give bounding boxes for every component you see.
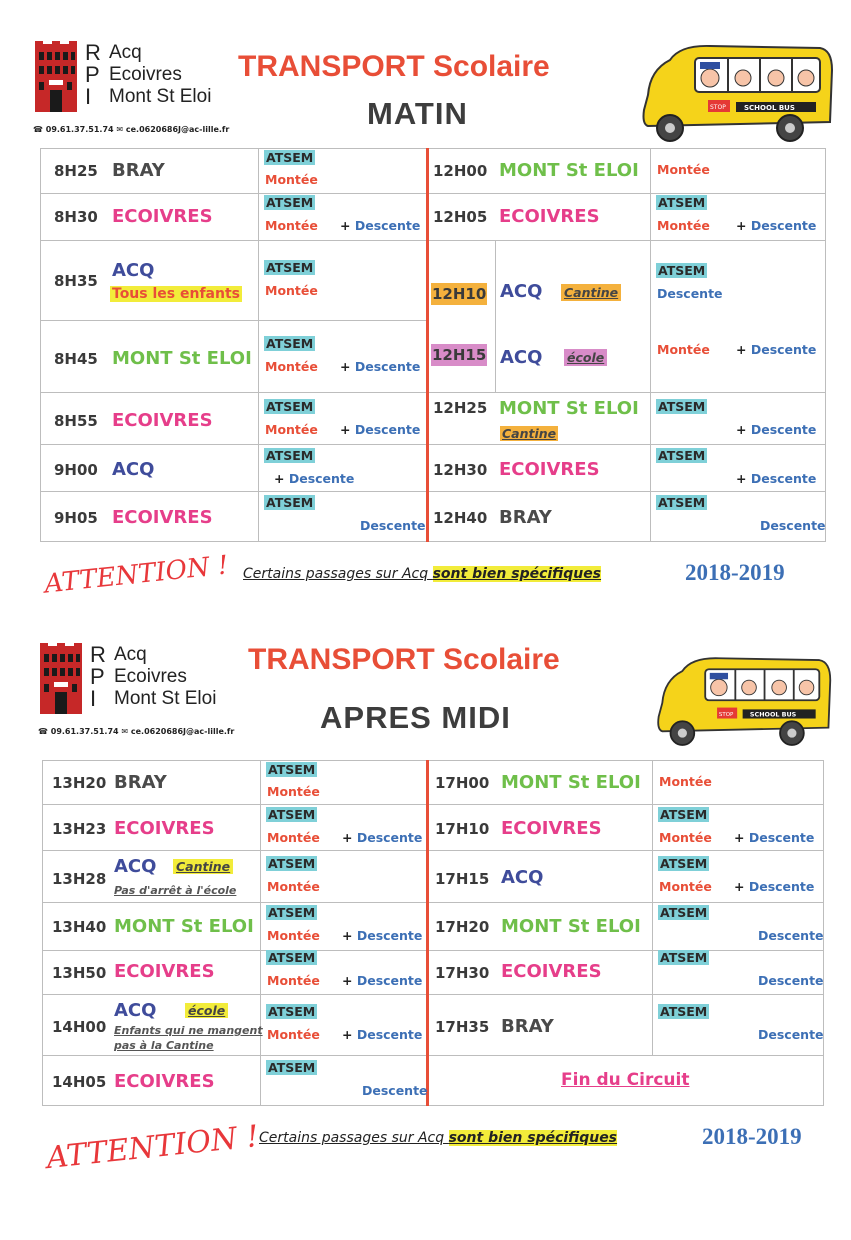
contact-line <box>33 125 229 134</box>
montee-label: Montée <box>265 359 318 374</box>
place-mont-st-eloi: MONT St ELOI <box>499 398 639 419</box>
descente-label: Descente <box>760 518 826 533</box>
place-ecoivres: ECOIVRES <box>501 818 602 839</box>
plus-sign: + <box>736 342 747 357</box>
atsem-label: ATSEM <box>660 856 708 871</box>
atsem-label: ATSEM <box>658 263 706 278</box>
rpi-logo <box>38 642 238 742</box>
descente-text: Descente <box>750 471 817 486</box>
ecole-note: école <box>564 349 607 366</box>
place-bray: BRAY <box>501 1016 554 1037</box>
montee-label: Montée <box>265 172 318 187</box>
place-acq: ACQ <box>501 867 544 888</box>
place-bray: BRAY <box>499 507 552 528</box>
descente-label <box>736 471 816 486</box>
plus-sign: + <box>736 422 747 437</box>
descente-label <box>274 471 354 486</box>
certains-passages-note <box>243 566 601 582</box>
enfants-note-line2: pas à la Cantine <box>114 1039 214 1052</box>
tous-les-enfants-note: Tous les enfants <box>112 286 240 302</box>
phone-icon: ☎ <box>33 125 46 134</box>
atsem-label: ATSEM <box>660 905 708 920</box>
logo-letter-i: I <box>90 686 97 711</box>
montee-label: Montée <box>267 830 320 845</box>
descente-label: Descente <box>758 1027 824 1042</box>
descente-text: Descente <box>356 928 423 943</box>
atsem-label: ATSEM <box>660 807 708 822</box>
bus-school-sign: SCHOOL BUS <box>744 104 795 112</box>
school-building-icon <box>38 642 84 717</box>
descente-label <box>342 830 422 845</box>
logo-letter-r: R <box>85 40 101 65</box>
atsem-label: ATSEM <box>266 495 314 510</box>
afternoon-table <box>42 760 824 1106</box>
atsem-label: ATSEM <box>268 1060 316 1075</box>
descente-text: Descente <box>288 471 355 486</box>
plus-sign: + <box>340 422 351 437</box>
plus-sign: + <box>734 879 745 894</box>
atsem-label: ATSEM <box>268 950 316 965</box>
descente-label: Descente <box>758 973 824 988</box>
rpi-logo <box>33 40 233 140</box>
plus-sign: + <box>736 471 747 486</box>
place-bray: BRAY <box>114 772 167 793</box>
atsem-label: ATSEM <box>658 399 706 414</box>
place-mont-st-eloi: MONT St ELOI <box>499 160 639 181</box>
montee-label: Montée <box>265 283 318 298</box>
descente-label <box>736 422 816 437</box>
logo-name-ecoivres: Ecoivres <box>114 666 187 687</box>
place-acq: ACQ <box>500 347 543 368</box>
place-bray: BRAY <box>112 160 165 181</box>
montee-label: Montée <box>267 928 320 943</box>
school-bus-icon <box>655 648 833 758</box>
logo-letter-i: I <box>85 84 92 109</box>
atsem-label: ATSEM <box>660 950 708 965</box>
descente-text: Descente <box>748 830 815 845</box>
time-cell: 17H30 <box>435 964 490 982</box>
school-year: 2018-2019 <box>685 560 785 585</box>
cantine-note: Cantine <box>502 426 557 441</box>
descente-text: Descente <box>354 422 421 437</box>
time-cell: 17H10 <box>435 820 490 838</box>
morning-title: TRANSPORT Scolaire <box>238 50 550 83</box>
email: ce.0620686J@ac-lille.fr <box>125 125 230 134</box>
descente-label: Descente <box>360 518 426 533</box>
atsem-label: ATSEM <box>658 195 706 210</box>
pas-arret-note: Pas d'arrêt à l'école <box>114 884 237 897</box>
time-cell: 12H40 <box>433 509 488 527</box>
contact-line <box>38 727 234 736</box>
montee-label: Montée <box>267 973 320 988</box>
logo-letter-r: R <box>90 642 106 667</box>
certains-passages-note <box>259 1130 617 1146</box>
place-ecoivres: ECOIVRES <box>501 961 602 982</box>
atsem-label: ATSEM <box>268 762 316 777</box>
descente-label: Descente <box>657 286 723 301</box>
descente-text: Descente <box>750 422 817 437</box>
montee-label: Montée <box>267 1027 320 1042</box>
descente-label <box>340 422 420 437</box>
logo-letter-p: P <box>90 664 105 689</box>
mail-icon: ✉ <box>121 727 131 736</box>
place-mont-st-eloi: MONT St ELOI <box>501 916 641 937</box>
plus-sign: + <box>342 830 353 845</box>
time-cell: 12H05 <box>433 208 488 226</box>
atsem-label: ATSEM <box>658 448 706 463</box>
descente-text: Descente <box>750 342 817 357</box>
descente-text: Descente <box>354 359 421 374</box>
certains-prefix: Certains passages sur Acq <box>243 566 433 582</box>
logo-name-mont: Mont St Eloi <box>114 688 217 709</box>
place-acq: ACQ <box>112 459 155 480</box>
time-cell: 17H00 <box>435 774 490 792</box>
atsem-label: ATSEM <box>268 856 316 871</box>
school-bus-icon <box>640 40 835 150</box>
time-cell: 9H05 <box>54 509 98 527</box>
plus-sign: + <box>342 1027 353 1042</box>
montee-label: Montée <box>659 879 712 894</box>
time-cell: 12H25 <box>433 399 488 417</box>
certains-prefix: Certains passages sur Acq <box>259 1130 449 1146</box>
cantine-note: Cantine <box>173 859 233 874</box>
place-acq: ACQ <box>112 260 155 281</box>
school-building-icon <box>33 40 79 115</box>
descente-label <box>342 973 422 988</box>
time-cell: 9H00 <box>54 461 98 479</box>
attention-note: ATTENTION ! <box>42 550 230 600</box>
montee-label: Montée <box>657 218 710 233</box>
time-cell: 8H30 <box>54 208 98 226</box>
logo-letter-p: P <box>85 62 100 87</box>
montee-label: Montée <box>657 342 710 357</box>
time-cell: 12H10 <box>432 285 487 303</box>
cantine-note: Cantine <box>561 284 621 301</box>
montee-label: Montée <box>659 830 712 845</box>
place-ecoivres: ECOIVRES <box>499 459 600 480</box>
atsem-label: ATSEM <box>268 807 316 822</box>
montee-label: Montée <box>265 218 318 233</box>
plus-sign: + <box>340 218 351 233</box>
morning-subtitle: MATIN <box>367 96 468 131</box>
mail-icon: ✉ <box>116 125 126 134</box>
montee-label: Montée <box>267 784 320 799</box>
descente-label <box>736 218 816 233</box>
logo-name-acq: Acq <box>109 42 142 63</box>
time-cell: 13H50 <box>52 964 107 982</box>
descente-label <box>340 218 420 233</box>
atsem-label: ATSEM <box>268 1004 316 1019</box>
time-cell: 13H28 <box>52 870 107 888</box>
place-ecoivres: ECOIVRES <box>114 818 215 839</box>
time-cell: 17H15 <box>435 870 490 888</box>
place-ecoivres: ECOIVRES <box>112 507 213 528</box>
atsem-label: ATSEM <box>268 905 316 920</box>
descente-text: Descente <box>356 973 423 988</box>
time-cell: 8H55 <box>54 412 98 430</box>
time-cell: 14H05 <box>52 1073 107 1091</box>
phone: 09.61.37.51.74 <box>45 125 114 134</box>
descente-text: Descente <box>748 879 815 894</box>
time-cell: 8H35 <box>54 272 98 290</box>
place-acq: ACQ <box>114 856 157 877</box>
atsem-label: ATSEM <box>266 399 314 414</box>
bus-stop-sign: STOP <box>710 104 726 111</box>
place-ecoivres: ECOIVRES <box>114 1071 215 1092</box>
time-cell: 14H00 <box>52 1018 107 1036</box>
descente-label <box>342 928 422 943</box>
attention-note: ATTENTION ! <box>44 1118 261 1177</box>
place-ecoivres: ECOIVRES <box>499 206 600 227</box>
descente-text: Descente <box>356 1027 423 1042</box>
email: ce.0620686J@ac-lille.fr <box>130 727 235 736</box>
time-cell: 17H20 <box>435 918 490 936</box>
phone: 09.61.37.51.74 <box>50 727 119 736</box>
place-mont-st-eloi: MONT St ELOI <box>112 348 252 369</box>
descente-label <box>736 342 816 357</box>
plus-sign: + <box>342 973 353 988</box>
descente-label <box>342 1027 422 1042</box>
place-acq: ACQ <box>500 281 543 302</box>
montee-label: Montée <box>265 422 318 437</box>
place-ecoivres: ECOIVRES <box>114 961 215 982</box>
time-cell: 8H25 <box>54 162 98 180</box>
descente-label <box>734 830 814 845</box>
plus-sign: + <box>342 928 353 943</box>
montee-label: Montée <box>267 879 320 894</box>
place-ecoivres: ECOIVRES <box>112 206 213 227</box>
logo-name-mont: Mont St Eloi <box>109 86 212 107</box>
descente-text: Descente <box>354 218 421 233</box>
descente-label <box>340 359 420 374</box>
morning-table <box>40 148 826 542</box>
certains-highlight: sont bien spécifiques <box>432 566 602 582</box>
enfants-note-line1: Enfants qui ne mangent <box>114 1024 263 1037</box>
atsem-label: ATSEM <box>266 260 314 275</box>
afternoon-subtitle: APRES MIDI <box>320 700 511 735</box>
bus-stop-sign: STOP <box>718 711 734 718</box>
atsem-label: ATSEM <box>660 1004 708 1019</box>
descente-text: Descente <box>356 830 423 845</box>
descente-text: Descente <box>750 218 817 233</box>
time-cell: 13H23 <box>52 820 107 838</box>
place-mont-st-eloi: MONT St ELOI <box>501 772 641 793</box>
montee-label: Montée <box>657 162 710 177</box>
atsem-label: ATSEM <box>266 448 314 463</box>
time-cell: 13H20 <box>52 774 107 792</box>
place-mont-st-eloi: MONT St ELOI <box>114 916 254 937</box>
atsem-label: ATSEM <box>658 495 706 510</box>
certains-highlight: sont bien spécifiques <box>448 1130 618 1146</box>
plus-sign: + <box>340 359 351 374</box>
atsem-label: ATSEM <box>266 195 314 210</box>
atsem-label: ATSEM <box>266 150 314 165</box>
descente-label: Descente <box>362 1083 428 1098</box>
descente-label: Descente <box>758 928 824 943</box>
place-ecoivres: ECOIVRES <box>112 410 213 431</box>
logo-name-acq: Acq <box>114 644 147 665</box>
plus-sign: + <box>736 218 747 233</box>
phone-icon: ☎ <box>38 727 51 736</box>
place-acq: ACQ <box>114 1000 157 1021</box>
fin-du-circuit: Fin du Circuit <box>561 1070 690 1090</box>
plus-sign: + <box>274 471 285 486</box>
logo-name-ecoivres: Ecoivres <box>109 64 182 85</box>
afternoon-title: TRANSPORT Scolaire <box>248 643 560 676</box>
time-cell: 12H15 <box>432 346 487 364</box>
descente-label <box>734 879 814 894</box>
montee-label: Montée <box>659 774 712 789</box>
atsem-label: ATSEM <box>266 336 314 351</box>
bus-school-sign: SCHOOL BUS <box>749 710 797 719</box>
time-cell: 13H40 <box>52 918 107 936</box>
ecole-note: école <box>185 1003 228 1018</box>
school-year: 2018-2019 <box>702 1124 802 1149</box>
time-cell: 12H00 <box>433 162 488 180</box>
time-cell: 12H30 <box>433 461 488 479</box>
time-cell: 17H35 <box>435 1018 490 1036</box>
plus-sign: + <box>734 830 745 845</box>
time-cell: 8H45 <box>54 350 98 368</box>
